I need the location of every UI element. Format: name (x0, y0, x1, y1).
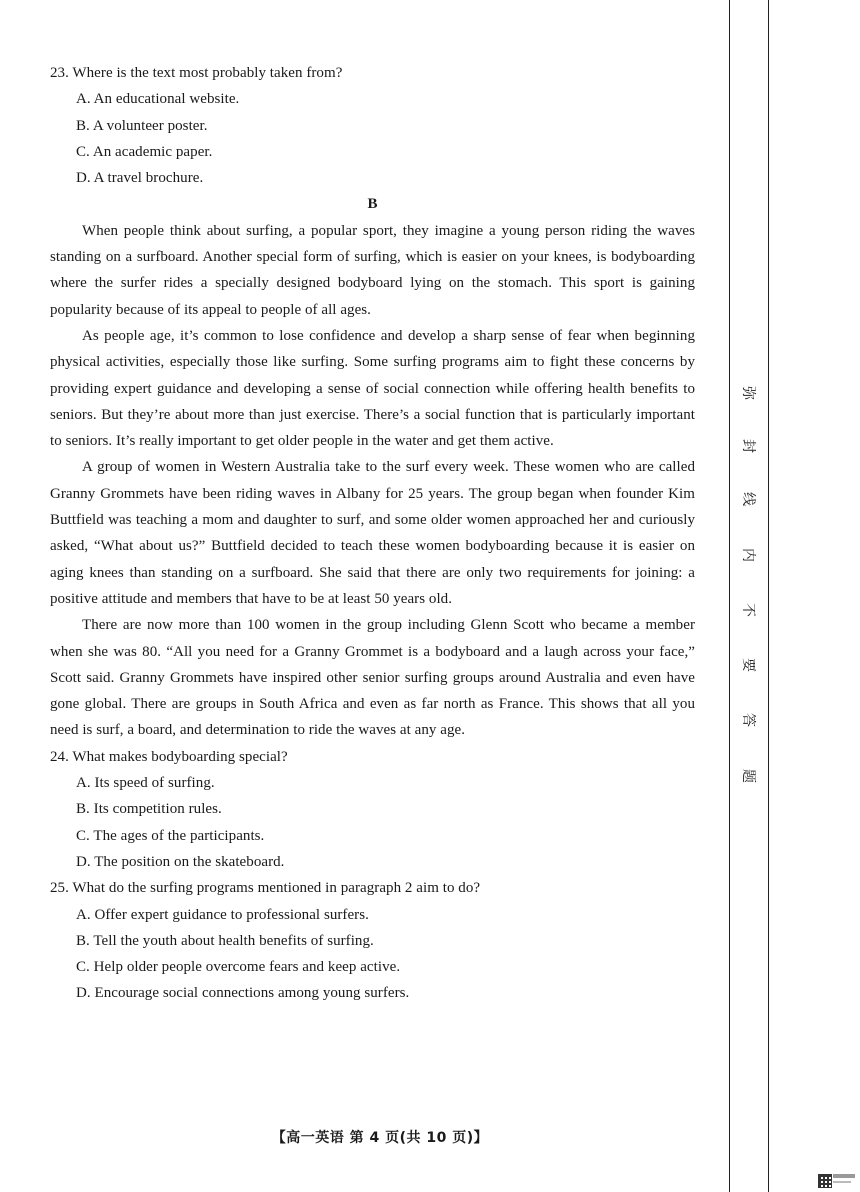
q23-option-a: A. An educational website. (76, 91, 240, 108)
q25-option-b: B. Tell the youth about health benefits of surfing. (76, 932, 374, 949)
seal-char: 线 (740, 492, 756, 506)
seal-char: 内 (740, 548, 756, 562)
question-25: 25. What do the surfing programs mentioned in paragraph 2 aim to do? (50, 880, 481, 897)
qr-caption-mark (833, 1174, 855, 1178)
exam-content (50, 60, 695, 1007)
seal-char: 不 (740, 603, 756, 617)
qr-caption-mark (833, 1181, 851, 1183)
binding-line-right (768, 0, 769, 1192)
q23-option-b: B. A volunteer poster. (76, 117, 208, 134)
page-footer: 【高一英语 第 4 页(共 10 页)】 (271, 1130, 489, 1146)
passage-paragraph-1: When people think about surfing, a popular sport, they imagine a young person riding the waves standing on a surfboard. Another special form of surfing, which is easier on your knees, is bodyboarding where the surfer rides a specially designed bodyboard lying on the stomach. This sport is gaining popularity because of its appeal to people of all ages. (50, 222, 695, 318)
seal-char: 题 (740, 769, 756, 783)
q24-option-c: C. The ages of the participants. (76, 827, 265, 844)
seal-char: 要 (740, 658, 756, 672)
passage-paragraph-3: A group of women in Western Australia take to the surf every week. These women who are called Granny Grommets have been riding waves in Albany for 25 years. The group began when founder Kim Buttfield was teaching a mom and daughter to surf, and some older women approached her and curiously asked, “What about us?” Buttfield decided to teach these women bodyboarding because it is easier on aging knees than standing on a surfboard. She said that there are only two requirements for joining: a positive attitude and members that have to be at least 50 years old. (50, 459, 695, 607)
question-23: 23. Where is the text most probably taken from? (50, 65, 343, 81)
section-heading: B (367, 196, 378, 213)
q23-option-d: D. A travel brochure. (76, 170, 204, 187)
seal-char: 弥 (740, 386, 756, 400)
passage-paragraph-2: As people age, it’s common to lose confidence and develop a sharp sense of fear when beginning physical activities, especially those like surfing. Some surfing programs aim to fight these concerns by providing expert guidance and developing a sense of social connection while offering health benefits to seniors. But they’re about more than just exercise. There’s a social function that is particularly important to seniors. It’s really important to get older people in the water and get them active. (50, 327, 695, 450)
binding-line-left (729, 0, 730, 1192)
q25-option-d: D. Encourage social connections among young surfers. (76, 985, 410, 1002)
seal-char: 答 (740, 713, 756, 727)
question-24: 24. What makes bodyboarding special? (50, 748, 288, 765)
qr-code-icon (818, 1174, 832, 1188)
q23-option-c: C. An academic paper. (76, 143, 213, 160)
passage-paragraph-4: There are now more than 100 women in the group including Glenn Scott who became a member when she was 80. “All you need for a Granny Grommet is a bodyboard and a laugh across your face,” Scott said. Granny Grommets have inspired other senior surfing groups around Australia and even have gone global. There are groups in South Africa and even as far north as France. This shows that all you need is surf, a board, and determination to ride the waves at any age. (50, 617, 695, 739)
q24-option-d: D. The position on the skateboard. (76, 853, 285, 870)
q25-option-c: C. Help older people overcome fears and keep active. (76, 959, 401, 976)
q24-option-a: A. Its speed of surfing. (76, 775, 215, 792)
seal-char: 封 (740, 439, 756, 453)
q25-option-a: A. Offer expert guidance to professional surfers. (76, 906, 369, 923)
q24-option-b: B. Its competition rules. (76, 801, 222, 818)
